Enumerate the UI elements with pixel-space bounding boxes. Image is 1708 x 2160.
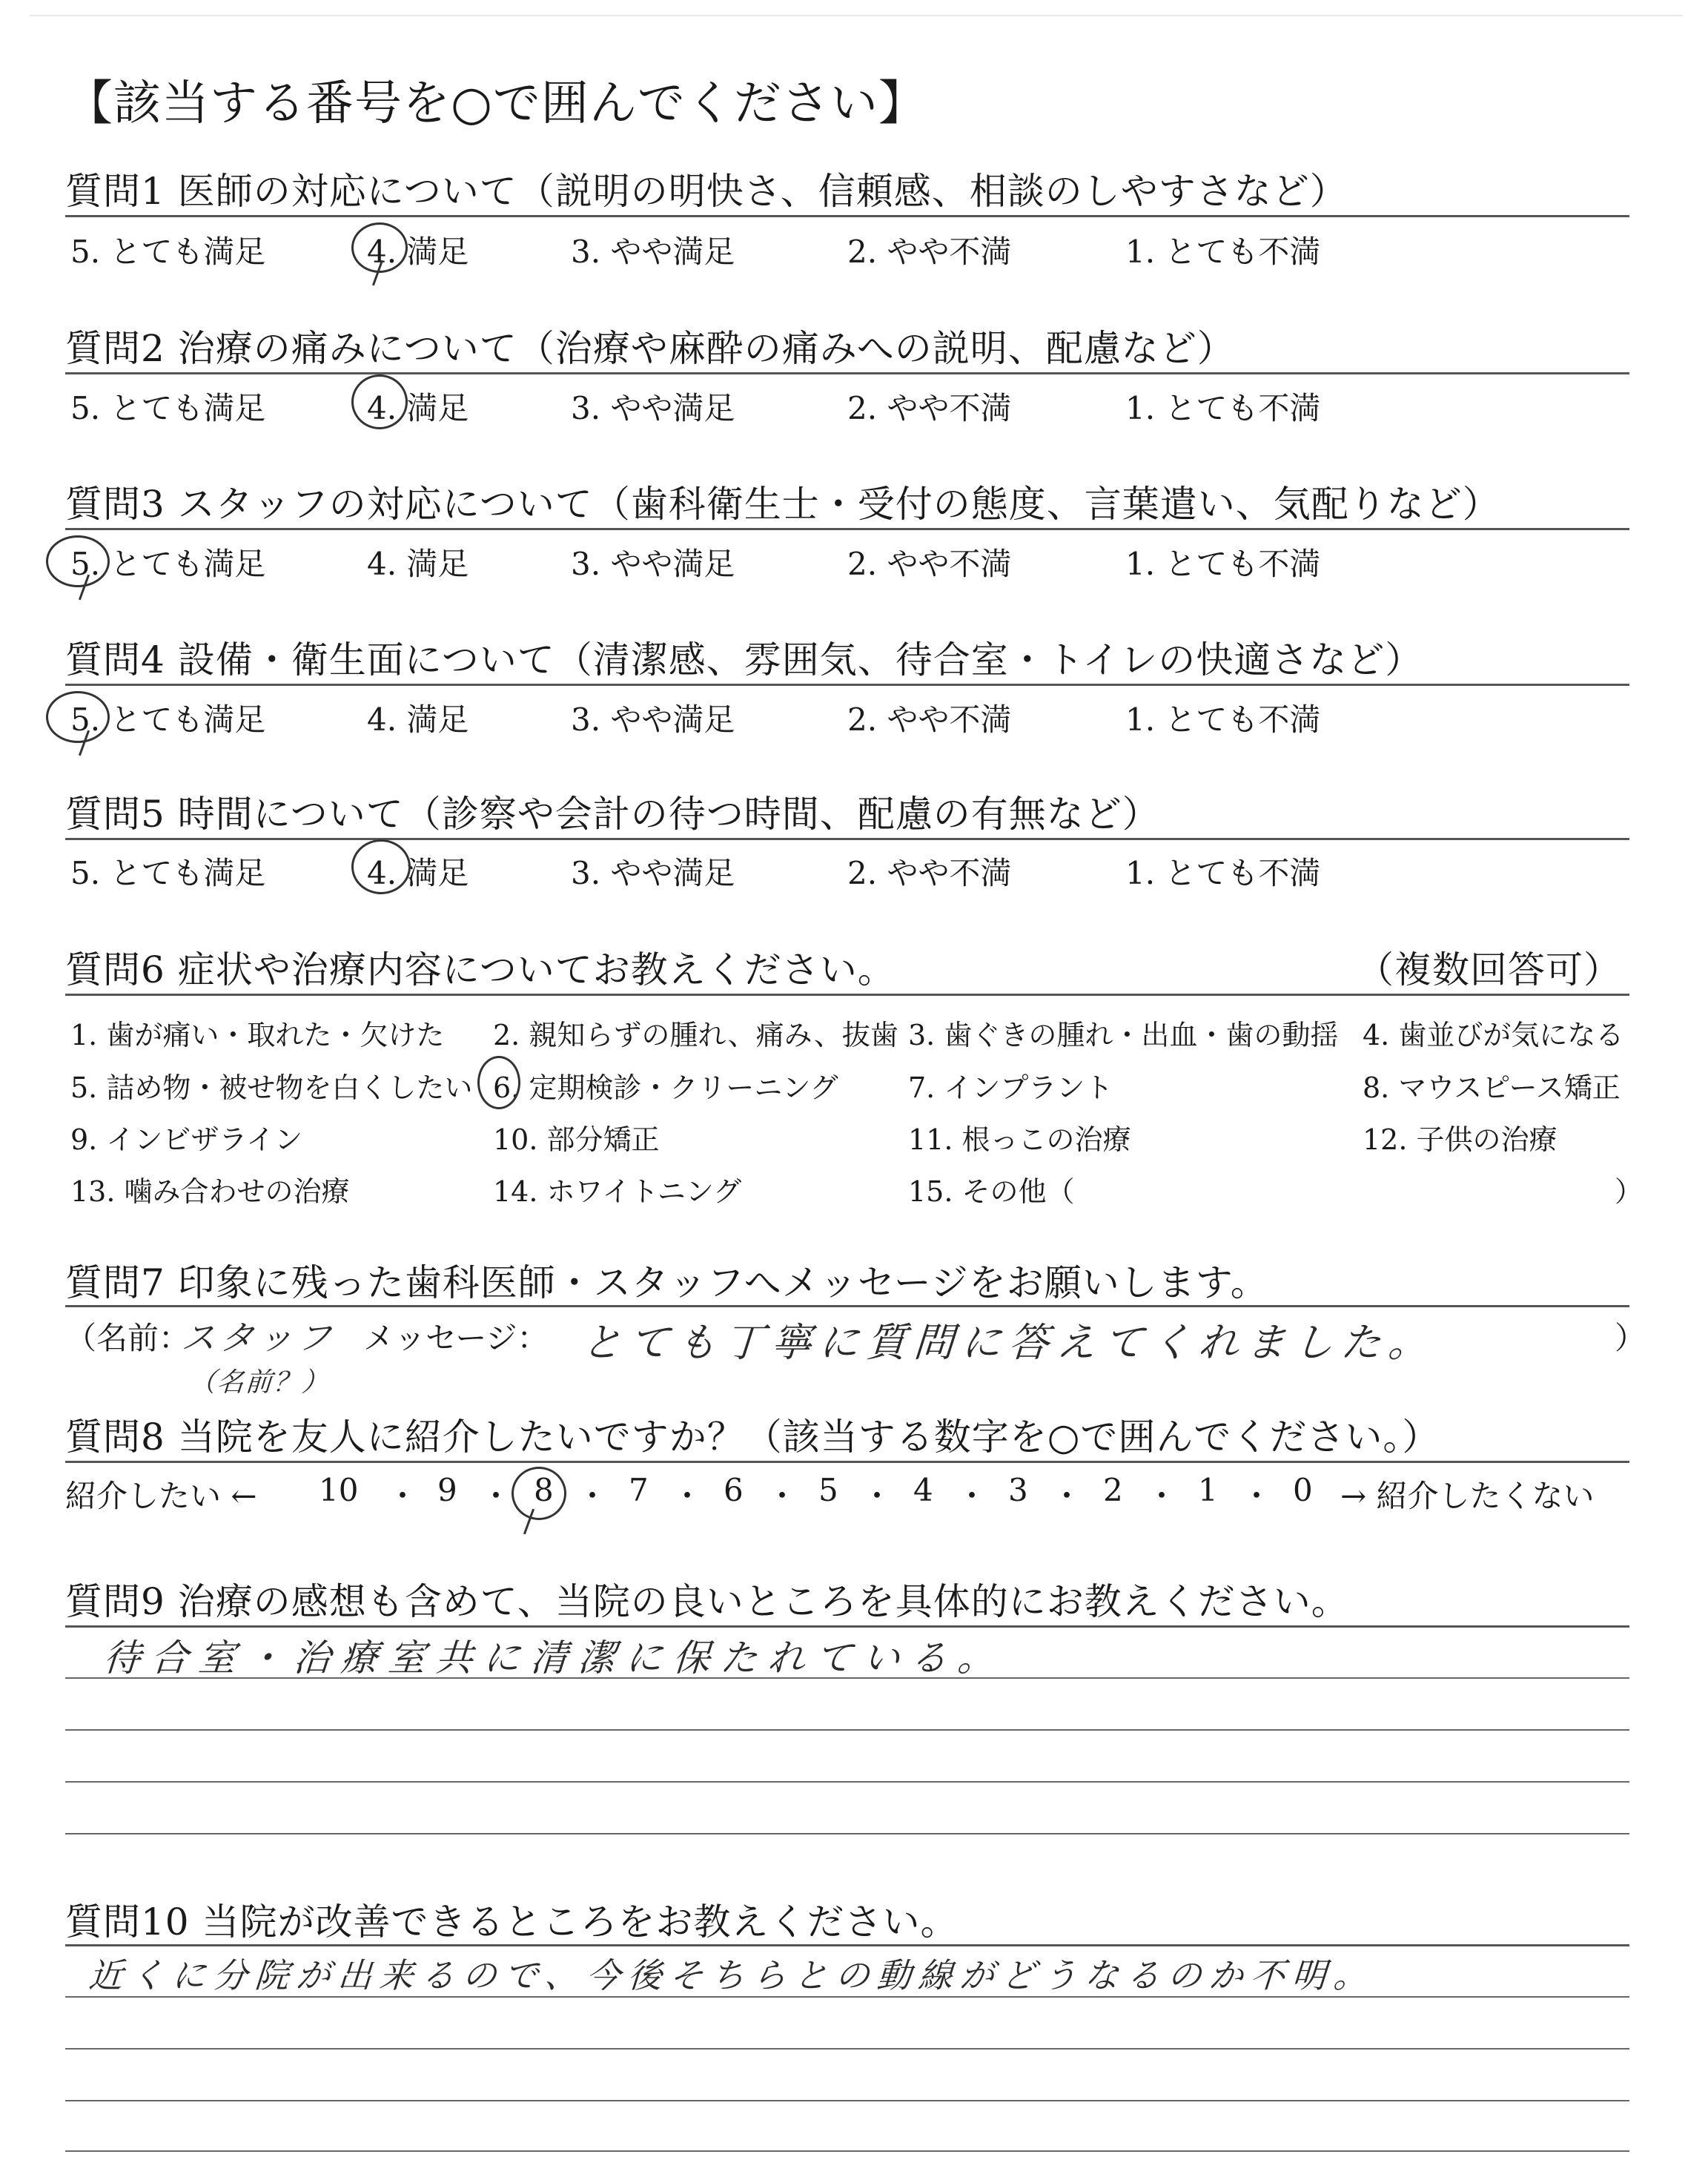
q7-handwritten-message: とても丁寧に質問に答えてくれました。 xyxy=(580,1319,1437,1366)
q1-option-2[interactable]: 2. やや不満 xyxy=(847,234,1012,270)
q6-option-9[interactable]: 9. インビザライン xyxy=(70,1123,303,1156)
q2-option-1[interactable]: 1. とても不満 xyxy=(1125,390,1321,426)
q8-sep: ・ xyxy=(767,1478,798,1514)
q9-heading: 質問9 治療の感想も含めて、当院の良いところを具体的にお教えください。 xyxy=(65,1580,1349,1623)
q6-option-7[interactable]: 7. インプラント xyxy=(908,1071,1113,1104)
q6-heading: 質問6 症状や治療内容についてお教えください。 xyxy=(65,948,896,991)
q7-message-label: メッセージ： xyxy=(363,1320,549,1356)
q8-sep: ・ xyxy=(672,1478,704,1514)
q6-option-1[interactable]: 1. 歯が痛い・取れた・欠けた xyxy=(70,1019,445,1051)
q5-option-4[interactable]: 4. 満足 xyxy=(367,855,469,891)
q7-name-label: （名前： xyxy=(65,1320,191,1356)
q6-multiple-note: （複数回答可） xyxy=(1357,948,1621,991)
q8-scale-6[interactable]: 6 xyxy=(724,1472,744,1508)
q6-option-6[interactable]: 6. 定期検診・クリーニング xyxy=(493,1071,838,1104)
top-edge-line xyxy=(30,15,1683,16)
q10-line-2 xyxy=(65,2048,1629,2050)
q2-option-2[interactable]: 2. やや不満 xyxy=(847,390,1012,426)
q1-option-3[interactable]: 3. やや満足 xyxy=(571,234,735,270)
q7-close-paren: ） xyxy=(1615,1320,1646,1356)
q2-option-4[interactable]: 4. 満足 xyxy=(367,390,469,426)
q2-selected-circle xyxy=(351,374,408,429)
q8-sep: ・ xyxy=(577,1478,609,1514)
q8-sep: ・ xyxy=(387,1478,419,1514)
q9-line-2 xyxy=(65,1729,1629,1731)
q10-rule xyxy=(65,1944,1629,1946)
q8-scale-5[interactable]: 5 xyxy=(818,1472,838,1508)
q5-rule xyxy=(65,838,1629,840)
q3-option-2[interactable]: 2. やや不満 xyxy=(847,546,1012,582)
q8-scale-3[interactable]: 3 xyxy=(1008,1472,1028,1508)
q6-other-close-paren: ） xyxy=(1615,1175,1644,1208)
q5-heading: 質問5 時間について（診察や会計の待つ時間、配慮の有無など） xyxy=(65,793,1160,836)
q8-sep: ・ xyxy=(861,1478,893,1514)
q9-handwritten-answer: 待合室・治療室共に清潔に保たれている。 xyxy=(102,1636,1007,1680)
q3-rule xyxy=(65,528,1629,530)
q7-heading: 質問7 印象に残った歯科医師・スタッフへメッセージをお願いします。 xyxy=(65,1261,1268,1304)
q1-option-5[interactable]: 5. とても満足 xyxy=(70,234,266,270)
q3-option-5[interactable]: 5. とても満足 xyxy=(70,546,266,582)
q2-heading: 質問2 治療の痛みについて（治療や麻酔の痛みへの説明、配慮など） xyxy=(65,327,1235,370)
q3-selected-circle xyxy=(46,535,110,587)
q9-line-3 xyxy=(65,1781,1629,1783)
q10-line-3 xyxy=(65,2100,1629,2101)
q8-scale-9[interactable]: 9 xyxy=(437,1472,457,1508)
q1-option-4[interactable]: 4. 満足 xyxy=(367,234,469,270)
q7-rule xyxy=(65,1305,1629,1307)
form-title: 【該当する番号を○で囲んでください】 xyxy=(65,76,927,131)
q6-option-5[interactable]: 5. 詰め物・被せ物を白くしたい xyxy=(70,1071,473,1104)
q9-line-1 xyxy=(65,1677,1629,1679)
q6-option-8[interactable]: 8. マウスピース矯正 xyxy=(1363,1071,1621,1104)
q6-option-12[interactable]: 12. 子供の治療 xyxy=(1363,1123,1558,1156)
q7-handwritten-name: スタッフ xyxy=(179,1318,337,1358)
q10-heading: 質問10 当院が改善できるところをお教えください。 xyxy=(65,1900,959,1943)
q6-option-3[interactable]: 3. 歯ぐきの腫れ・出血・歯の動揺 xyxy=(908,1019,1339,1051)
q2-option-5[interactable]: 5. とても満足 xyxy=(70,390,266,426)
q5-option-5[interactable]: 5. とても満足 xyxy=(70,855,266,891)
q4-rule xyxy=(65,684,1629,686)
q4-option-1[interactable]: 1. とても不満 xyxy=(1125,701,1321,738)
q6-option-13[interactable]: 13. 噛み合わせの治療 xyxy=(70,1175,350,1208)
q8-sep: ・ xyxy=(1051,1478,1083,1514)
q8-left-label: 紹介したい ← xyxy=(65,1478,257,1514)
q8-scale-8[interactable]: 8 xyxy=(534,1472,554,1508)
q8-sep: ・ xyxy=(1146,1478,1178,1514)
q5-selected-circle xyxy=(351,839,411,894)
q8-scale-1[interactable]: 1 xyxy=(1198,1472,1218,1508)
q8-scale-2[interactable]: 2 xyxy=(1103,1472,1123,1508)
q6-option-15[interactable]: 15. その他（ xyxy=(908,1175,1075,1208)
q8-scale-10[interactable]: 10 xyxy=(319,1472,359,1508)
q6-selected-circle xyxy=(477,1056,520,1109)
q7-handwritten-name-note: （名前？） xyxy=(188,1367,331,1398)
q4-option-5[interactable]: 5. とても満足 xyxy=(70,701,266,738)
q4-option-4[interactable]: 4. 満足 xyxy=(367,701,469,738)
q2-option-3[interactable]: 3. やや満足 xyxy=(571,390,735,426)
q8-sep: ・ xyxy=(1241,1478,1273,1514)
q8-scale-4[interactable]: 4 xyxy=(913,1472,933,1508)
q6-option-2[interactable]: 2. 親知らずの腫れ、痛み、抜歯 xyxy=(493,1019,898,1051)
q6-option-14[interactable]: 14. ホワイトニング xyxy=(493,1175,742,1208)
q10-line-4 xyxy=(65,2150,1629,2152)
q3-option-4[interactable]: 4. 満足 xyxy=(367,546,469,582)
q4-heading: 質問4 設備・衛生面について（清潔感、雰囲気、待合室・トイレの快適さなど） xyxy=(65,638,1423,681)
q2-rule xyxy=(65,372,1629,374)
q10-line-1 xyxy=(65,1996,1629,1998)
q8-heading: 質問8 当院を友人に紹介したいですか？（該当する数字を○で囲んでください。） xyxy=(65,1416,1440,1459)
q8-right-label: → 紹介したくない xyxy=(1340,1478,1595,1514)
q3-heading: 質問3 スタッフの対応について（歯科衛生士・受付の態度、言葉遣い、気配りなど） xyxy=(65,483,1500,526)
q6-rule xyxy=(65,994,1629,996)
q5-option-3[interactable]: 3. やや満足 xyxy=(571,855,735,891)
q1-option-1[interactable]: 1. とても不満 xyxy=(1125,234,1321,270)
q1-heading: 質問1 医師の対応について（説明の明快さ、信頼感、相談のしやすさなど） xyxy=(65,170,1348,213)
q8-scale-7[interactable]: 7 xyxy=(629,1472,649,1508)
q8-selected-circle xyxy=(512,1467,566,1520)
q3-option-1[interactable]: 1. とても不満 xyxy=(1125,546,1321,582)
q5-option-1[interactable]: 1. とても不満 xyxy=(1125,855,1321,891)
q8-scale xyxy=(319,1472,1357,1516)
q6-option-10[interactable]: 10. 部分矯正 xyxy=(493,1123,660,1156)
q8-rule xyxy=(65,1461,1629,1463)
q9-rule xyxy=(65,1625,1629,1628)
q8-sep: ・ xyxy=(956,1478,988,1514)
q10-handwritten-answer: 近くに分院が出来るので、今後そちらとの動線がどうなるのか不明。 xyxy=(87,1955,1377,1995)
q4-option-2[interactable]: 2. やや不満 xyxy=(847,701,1012,738)
q3-option-3[interactable]: 3. やや満足 xyxy=(571,546,735,582)
q4-option-3[interactable]: 3. やや満足 xyxy=(571,701,735,738)
q6-option-11[interactable]: 11. 根っこの治療 xyxy=(908,1123,1131,1156)
q4-selected-circle xyxy=(46,691,110,743)
q1-rule xyxy=(65,215,1629,217)
q8-scale-0[interactable]: 0 xyxy=(1293,1472,1313,1508)
q9-line-4 xyxy=(65,1833,1629,1834)
q5-option-2[interactable]: 2. やや不満 xyxy=(847,855,1012,891)
q6-option-4[interactable]: 4. 歯並びが気になる xyxy=(1363,1019,1624,1051)
q8-sep: ・ xyxy=(480,1478,512,1514)
